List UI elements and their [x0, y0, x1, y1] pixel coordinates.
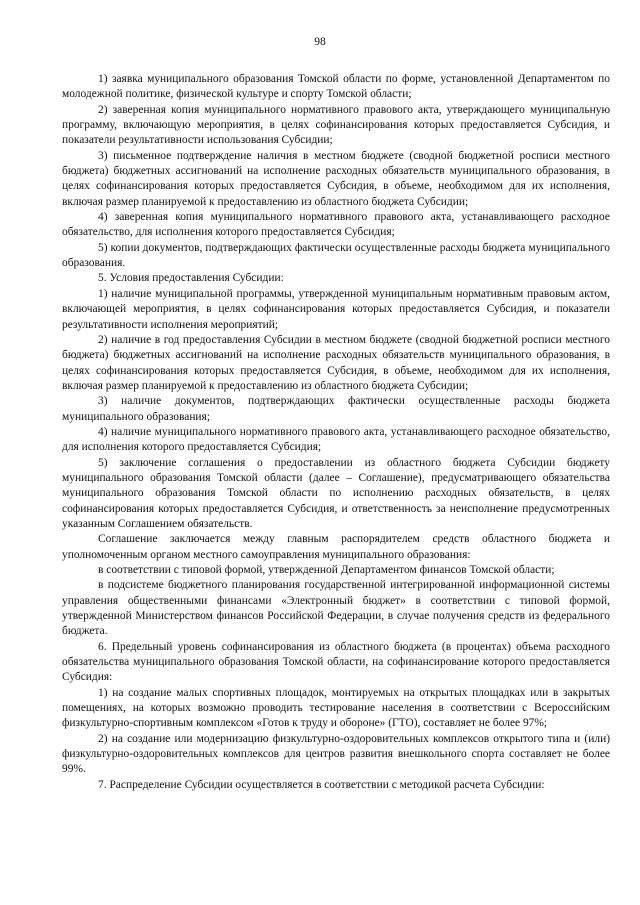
paragraph-cofinancing-small-sports-grounds: 1) на создание малых спортивных площадок, монтируемых на открытых площадках или в закрытых помещениях, на которых возможно проводить тестирование населения в соответствии с Всероссийским физкультурно-спортивным комплексом «Готов к труду и обороне» (ГТО), составляет не более 97%;: [62, 686, 610, 730]
paragraph-condition-4: 4) наличие муниципального нормативного правового акта, устанавливающего расходное обязательство, для исполнения которого предоставляется Субсидия;: [62, 425, 610, 454]
paragraph-condition-2: 2) наличие в год предоставления Субсидии в местном бюджете (сводной бюджетной росписи местного бюджета) бюджетных ассигнований на исполнение расходных обязательств муниципального образования, в целях софинансирования которых предоставляется Субсидия, в объеме, необходимом для их исполнения, включая размер планируемой к предоставлению из областного бюджета Субсидии;: [62, 333, 610, 392]
paragraph-doc-5-expense-documents: 5) копии документов, подтверждающих фактически осуществленные расходы бюджета муниципального образования.: [62, 241, 610, 270]
document-body: [62, 72, 610, 793]
paragraph-agreement-electronic-budget: в подсистеме бюджетного планирования государственной интегрированной информационной системы управления общественными финансами «Электронный бюджет» в соответствии с типовой формой, утвержденной Министерством финансов Российской Федерации, в случае получения средств из федерального бюджета.: [62, 579, 610, 638]
page-number: 98: [314, 36, 326, 48]
section-heading-distribution: 7. Распределение Субсидии осуществляется в соответствии с методикой расчета Субсидии:: [98, 778, 545, 791]
paragraph-doc-4-obligation-act-copy: 4) заверенная копия муниципального нормативного правового акта, устанавливающего расходное обязательство, для исполнения которого предоставляется Субсидия;: [62, 211, 610, 239]
paragraph-doc-1-application: 1) заявка муниципального образования Томской области по форме, установленной Департаментом по молодежной политике, физической культуре и спорту Томской области;: [62, 73, 610, 101]
paragraph-condition-5: 5) заключение соглашения о предоставлении из областного бюджета Субсидии бюджету муниципального образования Томской области (далее – Соглашение), предусматривающего обязательства муниципального образования Томской области по исполнению расходных обязательств, в целях софинансирования которых предоставляется Субсидия, и ответственность за неисполнение предусмотренных указанным Соглашением обязательств.: [62, 456, 610, 530]
paragraph-condition-3: 3) наличие документов, подтверждающих фактически осуществленные расходы бюджета муниципального образования;: [62, 395, 610, 423]
paragraph-cofinancing-fitness-complexes: 2) на создание или модернизацию физкультурно-оздоровительных комплексов открытого типа и (или) физкультурно-оздоровительных комплексов для центров развития внешкольного спорта составляет не более 99%.: [62, 732, 610, 776]
paragraph-doc-2-program-act-copy: 2) заверенная копия муниципального нормативного правового акта, утверждающего муниципальную программу, включающую мероприятия, в целях софинансирования которых предоставляется Субсидия, и показатели результативности использования Субсидии;: [62, 103, 610, 147]
section-heading-cofinancing-level: 6. Предельный уровень софинансирования из областного бюджета (в процентах) объема расходного обязательства муниципального образования Томской области, на софинансирование которого предоставляется Субсидия:: [62, 640, 610, 684]
section-heading-conditions: 5. Условия предоставления Субсидии:: [98, 272, 284, 285]
paragraph-doc-3-budget-confirmation: 3) письменное подтверждение наличия в местном бюджете (сводной бюджетной росписи местного бюджета) бюджетных ассигнований на исполнение расходных обязательств муниципального образования, в целях софинансирования которых предоставляется Субсидия, в объеме, необходимом для их исполнения, включая размер планируемой к предоставлению из областного бюджета Субсидии;: [62, 149, 610, 208]
paragraph-agreement-intro: Соглашение заключается между главным распорядителем средств областного бюджета и уполномоченным органом местного самоуправления муниципального образования:: [62, 533, 610, 561]
paragraph-agreement-regional-form: в соответствии с типовой формой, утвержденной Департаментом финансов Томской области;: [98, 564, 555, 576]
paragraph-condition-1: 1) наличие муниципальной программы, утвержденной муниципальным нормативным правовым актом, включающей мероприятия, в целях софинансирования которых предоставляется Субсидия, и показатели результативности исполнения мероприятий;: [62, 287, 610, 331]
